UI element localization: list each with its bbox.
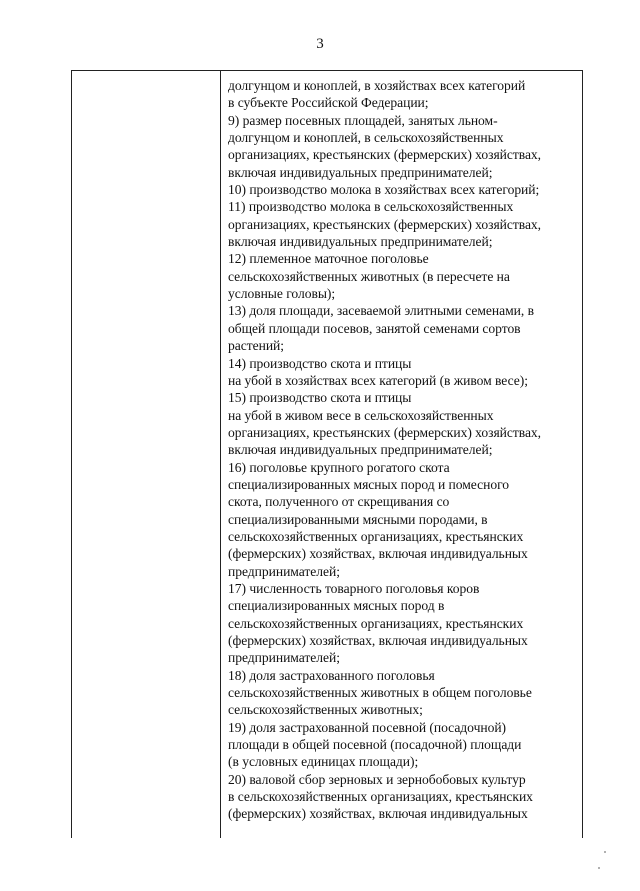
text-line: (в условных единицах площади);	[228, 754, 419, 770]
text-line: предпринимателей;	[228, 563, 340, 579]
text-line: 18) доля застрахованного поголовья	[228, 667, 435, 683]
text-line: 20) валовой сбор зерновых и зернобобовых культур	[228, 771, 526, 787]
text-line: сельскохозяйственных животных в общем поголовье	[228, 685, 532, 701]
text-line: 16) поголовье крупного рогатого скота	[228, 459, 450, 475]
text-line: условные головы);	[228, 286, 336, 302]
text-line: площади в общей посевной (посадочной) площади	[228, 737, 522, 753]
text-line: растений;	[228, 338, 284, 354]
text-line: сельскохозяйственных животных;	[228, 702, 423, 718]
text-line: специализированных мясных пород и помесного	[228, 476, 510, 492]
text-line: в сельскохозяйственных организациях, крестьянских	[228, 789, 533, 805]
text-line: включая индивидуальных предпринимателей;	[228, 442, 493, 458]
text-line: специализированных мясных пород в	[228, 598, 445, 614]
text-line: (фермерских) хозяйствах, включая индивидуальных	[228, 633, 528, 648]
scan-speck	[598, 867, 600, 869]
text-line: (фермерских) хозяйствах, включая индивидуальных	[228, 546, 528, 562]
text-line: специализированными мясными породами, в	[228, 511, 488, 527]
text-line: долгунцом и коноплей, в хозяйствах всех категорий	[228, 78, 526, 93]
text-line: (фермерских) хозяйствах, включая индивидуальных	[228, 806, 528, 822]
text-line: 10) производство молока в хозяйствах всех категорий;	[228, 182, 540, 198]
text-line: 14) производство скота и птицы	[228, 355, 412, 371]
text-line: долгунцом и коноплей, в сельскохозяйственных	[228, 130, 504, 146]
text-line: 11) производство молока в сельскохозяйственных	[228, 199, 514, 215]
text-line: сельскохозяйственных организациях, крестьянских	[228, 528, 524, 544]
text-line: на убой в хозяйствах всех категорий (в живом весе);	[228, 372, 528, 388]
text-line: общей площади посевов, занятой семенами сортов	[228, 320, 521, 336]
scan-speck	[604, 851, 606, 853]
text-line: предпринимателей;	[228, 650, 340, 666]
text-line: 12) племенное маточное поголовье	[228, 251, 429, 267]
text-line: 19) доля застрахованной посевной (посадочной)	[228, 719, 507, 735]
column-divider	[220, 71, 221, 838]
text-line: организациях, крестьянских (фермерских) хозяйствах,	[228, 147, 542, 163]
text-line: включая индивидуальных предпринимателей;	[228, 164, 493, 180]
text-line: в субъекте Российской Федерации;	[228, 95, 429, 111]
text-line: включая индивидуальных предпринимателей;	[228, 234, 493, 250]
text-line: сельскохозяйственных животных (в пересчете на	[228, 268, 510, 284]
text-line: скота, полученного от скрещивания со	[228, 494, 450, 510]
table-text-cell	[228, 77, 580, 823]
text-line: на убой в живом весе в сельскохозяйственных	[228, 407, 494, 423]
page-number: 3	[316, 36, 324, 52]
document-table	[71, 70, 583, 838]
text-line: 9) размер посевных площадей, занятых льном-	[228, 112, 498, 128]
text-line: организациях, крестьянских (фермерских) хозяйствах,	[228, 424, 542, 440]
text-line: сельскохозяйственных организациях, крестьянских	[228, 615, 524, 631]
text-line: 15) производство скота и птицы	[228, 390, 412, 406]
text-line: 13) доля площади, засеваемой элитными семенами, в	[228, 303, 534, 319]
text-line: организациях, крестьянских (фермерских) хозяйствах,	[228, 216, 542, 232]
text-line: 17) численность товарного поголовья коров	[228, 580, 480, 596]
